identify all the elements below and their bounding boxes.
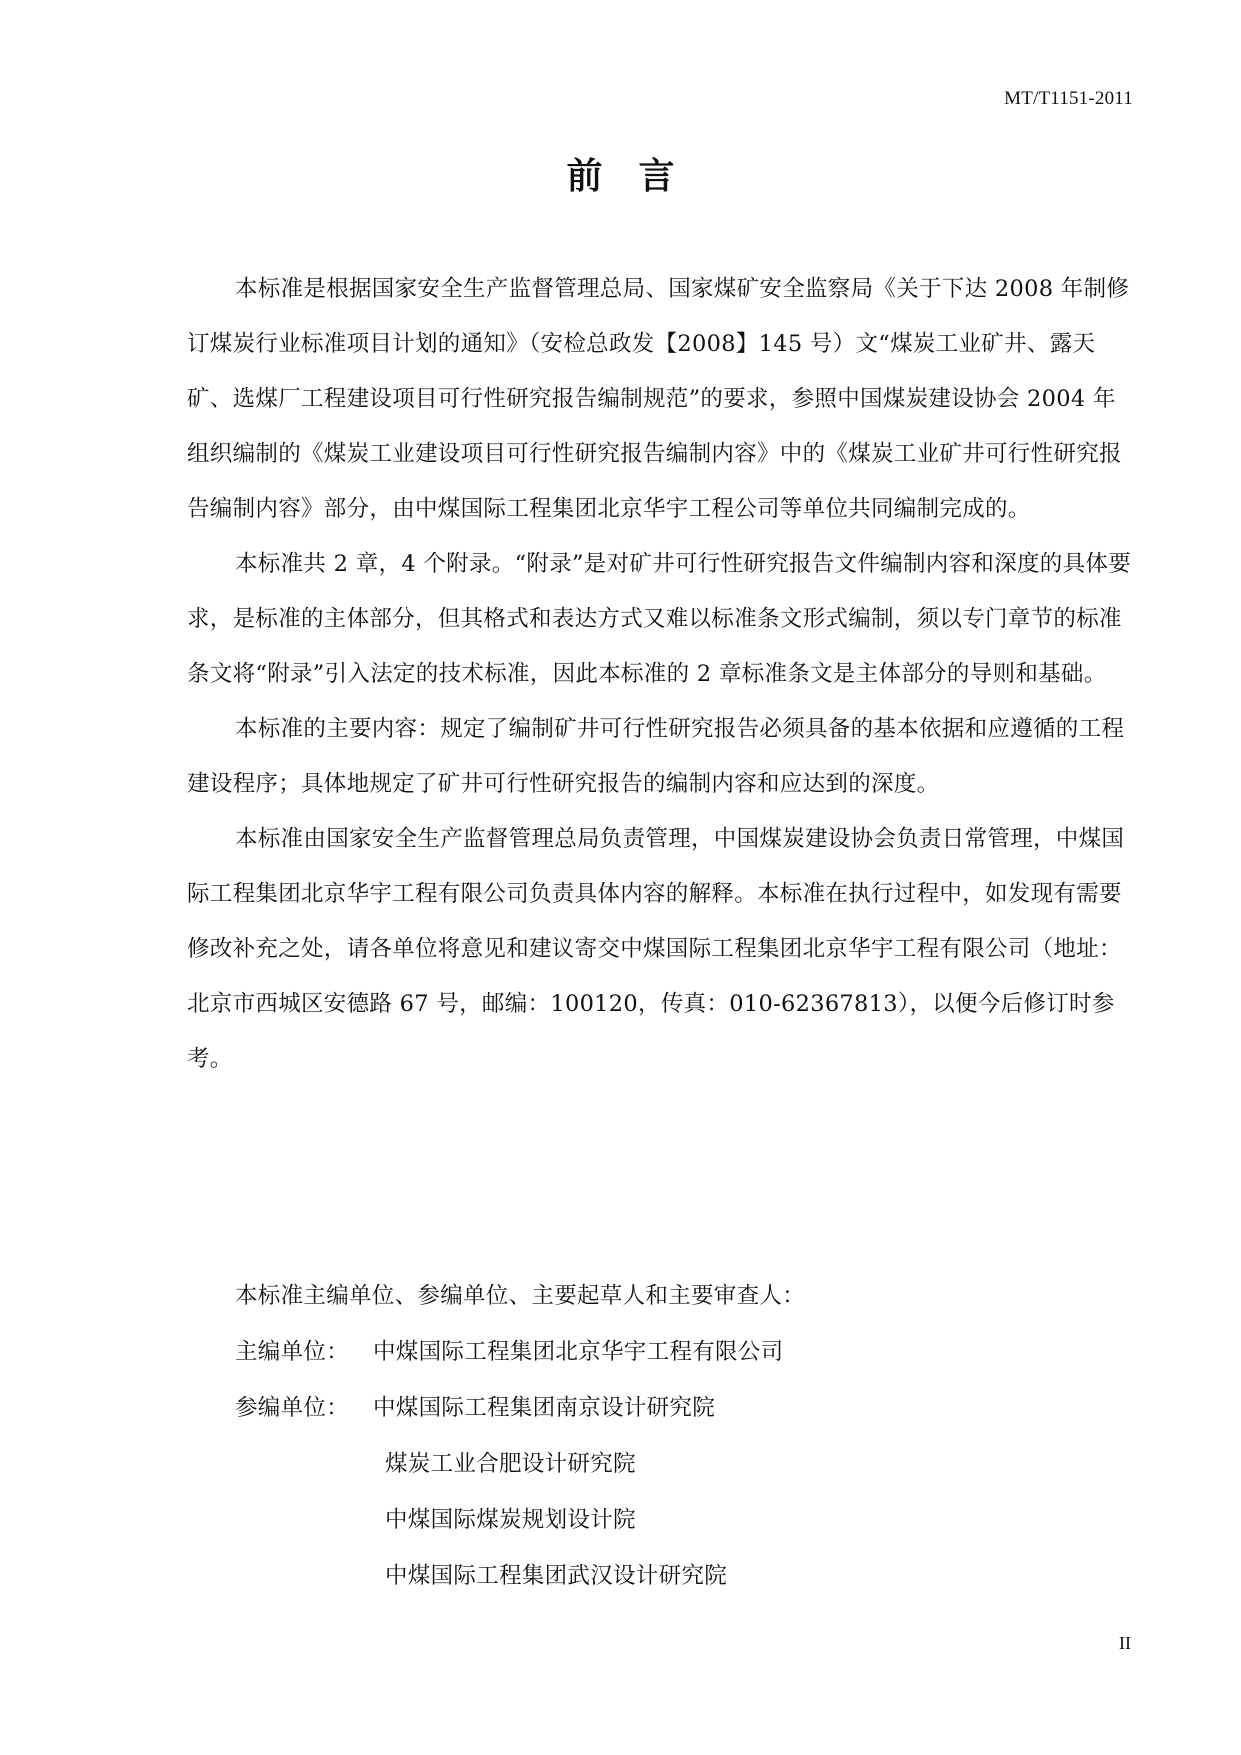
foreword-paragraph-basis: 本标准是根据国家安全生产监督管理总局、国家煤矿安全监察局《关于下达 2008 年制修订煤炭行业标准项目计划的通知》（安检总政发【2008】145 号）文“煤炭工业矿井、露天矿、选煤厂工程建设项目可行性研究报告编制规范”的要求，参照中国煤炭建设协会 2004 年组织编制的《煤炭工业建设项目可行性研究报告编制内容》中的《煤炭工业矿井可行性研究报告编制内容》部分，由中煤国际工程集团北京华宇工程公司等单位共同编制完成的。 — [187, 276, 1130, 522]
participating-unit: 中煤国际工程集团南京设计研究院 — [373, 1395, 716, 1421]
participating-unit: 中煤国际工程集团武汉设计研究院 — [385, 1563, 728, 1589]
participating-unit: 中煤国际煤炭规划设计院 — [385, 1507, 636, 1533]
page-number: II — [1119, 1633, 1131, 1653]
foreword-paragraph-main-content: 本标准的主要内容：规定了编制矿井可行性研究报告必须具备的基本依据和应遵循的工程建设程序；具体地规定了矿井可行性研究报告的编制内容和应达到的深度。 — [187, 716, 1125, 797]
page-title: 前言 — [566, 155, 711, 197]
chief-editor-row — [235, 1324, 1135, 1380]
participating-units-row — [235, 1380, 1135, 1604]
participating-label: 参编单位： — [235, 1395, 350, 1421]
foreword-paragraph-structure: 本标准共 2 章，4 个附录。“附录”是对矿井可行性研究报告文件编制内容和深度的具体要求，是标准的主体部分，但其格式和表达方式又难以标准条文形式编制，须以专门章节的标准条文将“附录”引入法定的技术标准，因此本标准的 2 章标准条文是主体部分的导则和基础。 — [187, 551, 1131, 687]
participating-unit: 煤炭工业合肥设计研究院 — [385, 1451, 636, 1477]
participating-units-list — [373, 1380, 727, 1604]
foreword-paragraph-management: 本标准由国家安全生产监督管理总局负责管理，中国煤炭建设协会负责日常管理，中煤国际工程集团北京华宇工程有限公司负责具体内容的解释。本标准在执行过程中，如发现有需要修改补充之处，请各单位将意见和建议寄交中煤国际工程集团北京华宇工程有限公司（地址：北京市西城区安德路 67 号，邮编：100120，传真：010-62367813），以便今后修订时参考。 — [187, 826, 1125, 1072]
standard-code: MT/T1151-2011 — [1004, 88, 1133, 109]
drafting-units-section — [235, 1268, 1135, 1604]
chief-editor-label: 主编单位： — [235, 1339, 350, 1365]
foreword-body — [187, 262, 1135, 1087]
drafting-intro: 本标准主编单位、参编单位、主要起草人和主要审查人： — [235, 1283, 806, 1309]
chief-editor-unit: 中煤国际工程集团北京华宇工程有限公司 — [373, 1339, 784, 1365]
